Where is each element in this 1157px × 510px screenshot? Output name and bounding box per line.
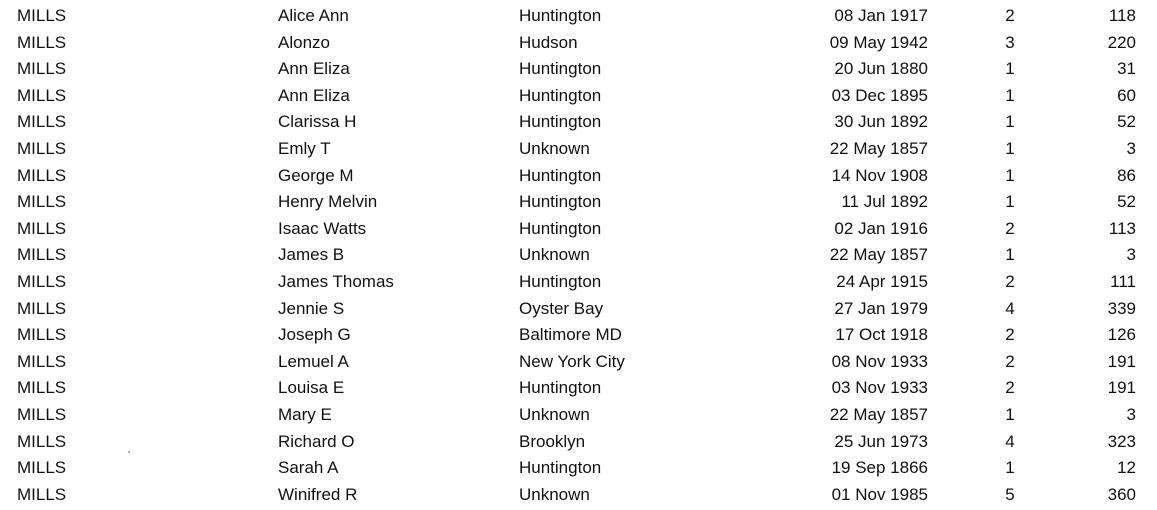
date-cell: 17 Oct 1918 <box>835 325 928 345</box>
surname-cell: MILLS <box>17 165 67 185</box>
volume-cell: 1 <box>1005 404 1015 424</box>
place-cell: Huntington <box>519 458 602 478</box>
date-cell: 01 Nov 1985 <box>831 484 928 504</box>
page-cell: 60 <box>1117 85 1136 105</box>
date-cell: 22 May 1857 <box>829 138 928 158</box>
place-cell: Huntington <box>519 59 602 79</box>
surname-cell: MILLS <box>17 138 67 158</box>
date-cell: 25 Jun 1973 <box>834 431 928 451</box>
volume-cell: 1 <box>1005 165 1015 185</box>
surname-cell: MILLS <box>17 32 67 52</box>
record-row <box>0 296 1157 323</box>
page-cell: 12 <box>1117 458 1136 478</box>
surname-cell: MILLS <box>17 245 67 265</box>
volume-cell: 1 <box>1005 112 1015 132</box>
record-row <box>0 429 1157 456</box>
given-name-cell: Jennie S <box>278 298 345 318</box>
record-row <box>0 109 1157 136</box>
volume-cell: 4 <box>1005 431 1015 451</box>
page-cell: 3 <box>1126 404 1136 424</box>
surname-cell: MILLS <box>17 271 67 291</box>
date-cell: 09 May 1942 <box>829 32 928 52</box>
record-row <box>0 375 1157 402</box>
volume-cell: 3 <box>1005 32 1015 52</box>
given-name-cell: Clarissa H <box>278 112 357 132</box>
record-row <box>0 30 1157 57</box>
record-row <box>0 189 1157 216</box>
record-row <box>0 482 1157 509</box>
given-name-cell: Emly T <box>278 138 331 158</box>
place-cell: Unknown <box>519 404 590 424</box>
date-cell: 02 Jan 1916 <box>834 218 928 238</box>
date-cell: 11 Jul 1892 <box>841 192 928 212</box>
record-row <box>0 322 1157 349</box>
surname-cell: MILLS <box>17 112 67 132</box>
place-cell: Brooklyn <box>519 431 586 451</box>
given-name-cell: Sarah A <box>278 458 339 478</box>
date-cell: 20 Jun 1880 <box>834 59 928 79</box>
date-cell: 22 May 1857 <box>829 404 928 424</box>
volume-cell: 2 <box>1005 6 1015 25</box>
page-cell: 323 <box>1107 431 1136 451</box>
record-row <box>0 3 1157 30</box>
date-cell: 08 Jan 1917 <box>834 6 928 25</box>
given-name-cell: Alonzo <box>278 32 330 52</box>
given-name-cell: Alice Ann <box>278 6 349 25</box>
scan-speck <box>128 451 130 453</box>
given-name-cell: Isaac Watts <box>278 218 367 238</box>
surname-cell: MILLS <box>17 218 67 238</box>
place-cell: Huntington <box>519 112 602 132</box>
date-cell: 27 Jan 1979 <box>834 298 928 318</box>
given-name-cell: Joseph G <box>278 325 351 345</box>
record-row <box>0 83 1157 110</box>
page-cell: 191 <box>1107 378 1136 398</box>
place-cell: Huntington <box>519 271 602 291</box>
surname-cell: MILLS <box>17 192 67 212</box>
page-cell: 3 <box>1126 245 1136 265</box>
record-row <box>0 163 1157 190</box>
surname-cell: MILLS <box>17 6 67 25</box>
date-cell: 22 May 1857 <box>829 245 928 265</box>
place-cell: Huntington <box>519 378 602 398</box>
surname-cell: MILLS <box>17 431 67 451</box>
volume-cell: 2 <box>1005 218 1015 238</box>
record-row <box>0 216 1157 243</box>
page-cell: 86 <box>1117 165 1136 185</box>
place-cell: Huntington <box>519 192 602 212</box>
page-cell: 31 <box>1117 59 1136 79</box>
volume-cell: 1 <box>1005 59 1015 79</box>
place-cell: Huntington <box>519 165 602 185</box>
page-cell: 118 <box>1108 6 1136 25</box>
date-cell: 24 Apr 1915 <box>836 271 928 291</box>
surname-cell: MILLS <box>17 59 67 79</box>
record-row <box>0 242 1157 269</box>
volume-cell: 2 <box>1005 351 1015 371</box>
place-cell: Unknown <box>519 138 590 158</box>
surname-cell: MILLS <box>17 404 67 424</box>
volume-cell: 2 <box>1005 271 1015 291</box>
record-row <box>0 56 1157 83</box>
page-cell: 113 <box>1108 218 1136 238</box>
surname-cell: MILLS <box>17 85 67 105</box>
given-name-cell: Ann Eliza <box>278 59 350 79</box>
given-name-cell: George M <box>278 165 354 185</box>
record-row <box>0 402 1157 429</box>
volume-cell: 2 <box>1005 325 1015 345</box>
page-cell: 52 <box>1117 112 1136 132</box>
place-cell: New York City <box>519 351 625 371</box>
date-cell: 14 Nov 1908 <box>831 165 928 185</box>
given-name-cell: Winifred R <box>278 484 358 504</box>
page-cell: 111 <box>1110 271 1136 291</box>
date-cell: 03 Nov 1933 <box>831 378 928 398</box>
surname-cell: MILLS <box>17 484 67 504</box>
place-cell: Unknown <box>519 245 590 265</box>
given-name-cell: Henry Melvin <box>278 192 378 212</box>
volume-cell: 1 <box>1005 458 1015 478</box>
page-cell: 339 <box>1107 298 1136 318</box>
surname-cell: MILLS <box>17 458 67 478</box>
given-name-cell: James Thomas <box>278 271 394 291</box>
record-row <box>0 349 1157 376</box>
surname-cell: MILLS <box>17 298 67 318</box>
volume-cell: 2 <box>1005 378 1015 398</box>
volume-cell: 1 <box>1005 85 1015 105</box>
record-row <box>0 455 1157 482</box>
place-cell: Huntington <box>519 85 602 105</box>
date-cell: 03 Dec 1895 <box>831 85 928 105</box>
given-name-cell: Ann Eliza <box>278 85 350 105</box>
given-name-cell: Mary E <box>278 404 332 424</box>
page-cell: 220 <box>1107 32 1136 52</box>
place-cell: Huntington <box>519 6 602 25</box>
volume-cell: 1 <box>1005 245 1015 265</box>
page-cell: 191 <box>1107 351 1136 371</box>
volume-cell: 1 <box>1005 138 1015 158</box>
given-name-cell: James B <box>278 245 345 265</box>
surname-cell: MILLS <box>17 351 67 371</box>
place-cell: Unknown <box>519 484 590 504</box>
date-cell: 08 Nov 1933 <box>831 351 928 371</box>
place-cell: Oyster Bay <box>519 298 604 318</box>
place-cell: Hudson <box>519 32 578 52</box>
place-cell: Baltimore MD <box>519 325 622 345</box>
given-name-cell: Lemuel A <box>278 351 349 371</box>
record-row <box>0 136 1157 163</box>
surname-cell: MILLS <box>17 325 67 345</box>
given-name-cell: Louisa E <box>278 378 345 398</box>
burial-record-list <box>0 3 1157 508</box>
volume-cell: 5 <box>1005 484 1015 504</box>
volume-cell: 4 <box>1005 298 1015 318</box>
page-cell: 3 <box>1126 138 1136 158</box>
place-cell: Huntington <box>519 218 602 238</box>
date-cell: 30 Jun 1892 <box>834 112 928 132</box>
page-cell: 360 <box>1107 484 1136 504</box>
given-name-cell: Richard O <box>278 431 355 451</box>
page-cell: 52 <box>1117 192 1136 212</box>
date-cell: 19 Sep 1866 <box>831 458 928 478</box>
surname-cell: MILLS <box>17 378 67 398</box>
volume-cell: 1 <box>1005 192 1015 212</box>
record-row <box>0 269 1157 296</box>
page-cell: 126 <box>1107 325 1136 345</box>
